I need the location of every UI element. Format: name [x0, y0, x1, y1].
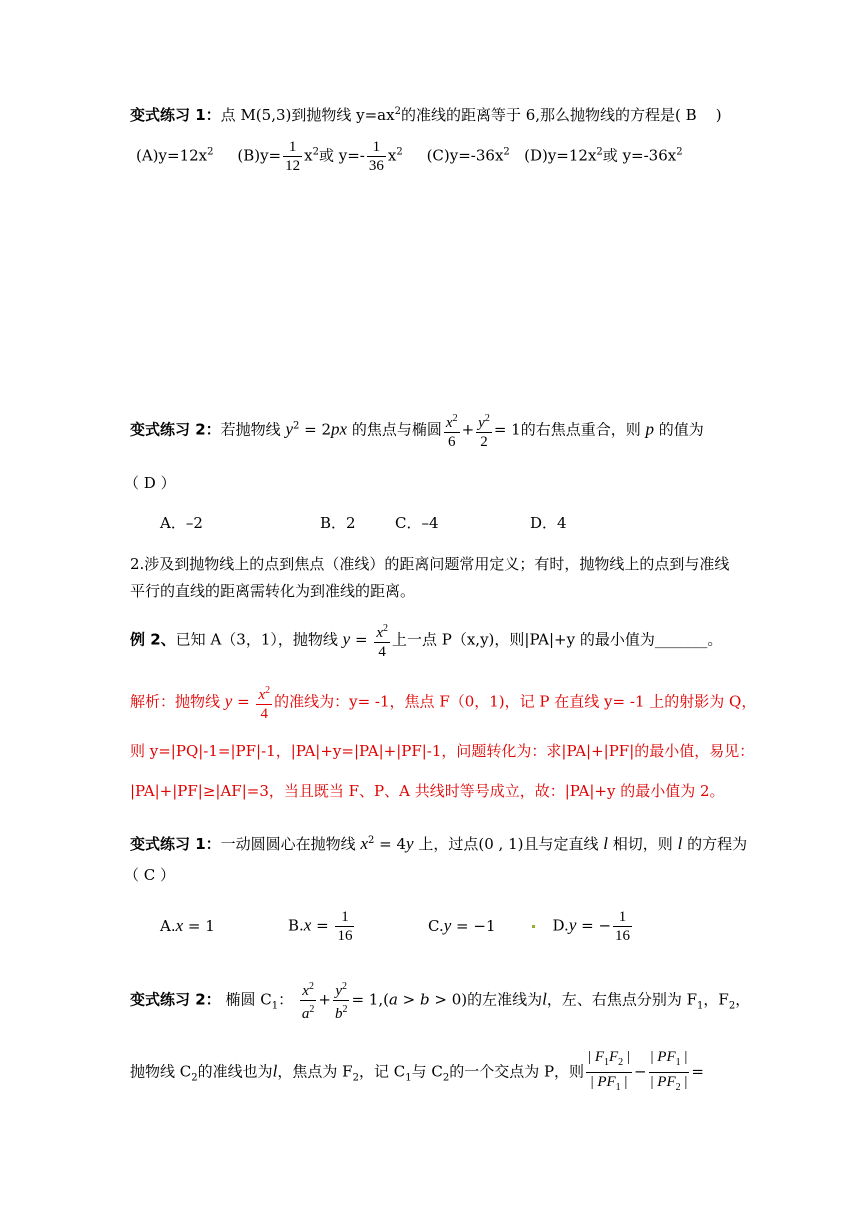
solution-line-3: |PA|+|PF|≥|AF|=3，当且既当 F、P、A 共线时等号成立，故：|PA|+y 的最小值为 2。 — [130, 782, 725, 800]
option-d: D．4 — [530, 514, 567, 532]
v2-question: 变式练习 2：若抛物线 $y^2 = 2px$ 的焦点与椭圆 $\frac{x^2}{6}$ + $\frac{y^2}{2}$ = 1的右焦点重合，则 p 的值为 — [130, 410, 704, 451]
answer: B — [685, 106, 697, 124]
v3-options — [160, 908, 634, 945]
solution-line-2: 则 y=|PQ|-1=|PF|-1，|PA|+y=|PA|+|PF|-1，问题转化为：求|PA|+|PF|的最小值，易见： — [130, 742, 755, 760]
option-a: A.x = 1 — [160, 915, 215, 935]
option-b: B.x = $\frac{1}{16}$ — [288, 909, 353, 944]
dot-mark — [532, 925, 535, 928]
exercise-label: 变式练习 1： — [130, 106, 221, 124]
option-b: B．2 — [320, 514, 356, 532]
example-2: 例 2、已知 A（3，1），抛物线 y = $\frac{x^2}{4}$ 上一点 P（x,y)，则|PA|+y 的最小值为_______。 — [130, 620, 722, 661]
v3-answer: （ C ） — [124, 866, 176, 884]
option-b: (B)y= — [237, 146, 282, 165]
exercise-label: 变式练习 2： — [130, 420, 221, 439]
option-d: D.y = − $\frac{1}{16}$ — [552, 909, 631, 944]
option-c: C.y = −1 — [428, 915, 496, 935]
v1-options: $(A)y=12x^2$ (B)y= $\frac{1}{12}$ $x^2$或 y=- $\frac{1}{36}$ $x^2$ $(C)y=-36x^2$ $(D)y=12x^2$或 $y=-36x^2$ — [136, 139, 683, 174]
exercise-label: 变式练习 1： — [130, 835, 221, 853]
note-line-2: 平行的直线的距离需转化为到准线的距离。 — [130, 582, 416, 600]
option-c: (C)y=-36x — [426, 146, 504, 165]
option-c: C．–4 — [395, 514, 439, 532]
option-d: (D)y=12x — [524, 146, 597, 165]
v2-options — [160, 512, 567, 533]
v4-line-2: 抛物线 $C_2$的准线也为l，焦点为 $F_2$，记 $C_1$与 $C_2$的一个交点为 P，则 $\frac{| F_1F_2 |}{| PF_1 |}$ − $\frac{| PF_1 |}{| PF_2 |}$ = — [130, 1049, 704, 1093]
option-a: A．–2 — [160, 514, 203, 532]
v2-answer: （ D ） — [124, 474, 176, 492]
example-label: 例 2、 — [130, 630, 176, 649]
solution-line-1: 解析：抛物线 y = $\frac{x^2}{4}$ 的准线为：y= -1，焦点 F（0，1)，记 P 在直线 y= -1 上的射影为 Q， — [130, 682, 756, 723]
exercise-label: 变式练习 2： — [130, 990, 221, 1009]
v1-question: 变式练习 1：点 M(5,3)到抛物线 $y=ax^2$的准线的距离等于 6,那么抛物线的方程是( B ) — [130, 106, 722, 124]
v4-question: 变式练习 2： 椭圆 $C_1$： $\frac{x^2}{a^2}$ + $\frac{y^2}{b^2}$ = 1,(a > b > 0)的左准线为l，左、右焦点分别为 $F_1$，$F_2$， — [130, 978, 750, 1023]
note-line-1: 2.涉及到抛物线上的点到焦点（准线）的距离问题常用定义；有时，抛物线上的点到与准线 — [130, 555, 730, 573]
option-a: (A)y=12x — [136, 146, 208, 165]
v3-question: 变式练习 1：一动圆圆心在抛物线 $x^2 = 4y$ 上，过点(0 , 1)且与定直线 l 相切，则 l 的方程为 — [130, 834, 748, 853]
